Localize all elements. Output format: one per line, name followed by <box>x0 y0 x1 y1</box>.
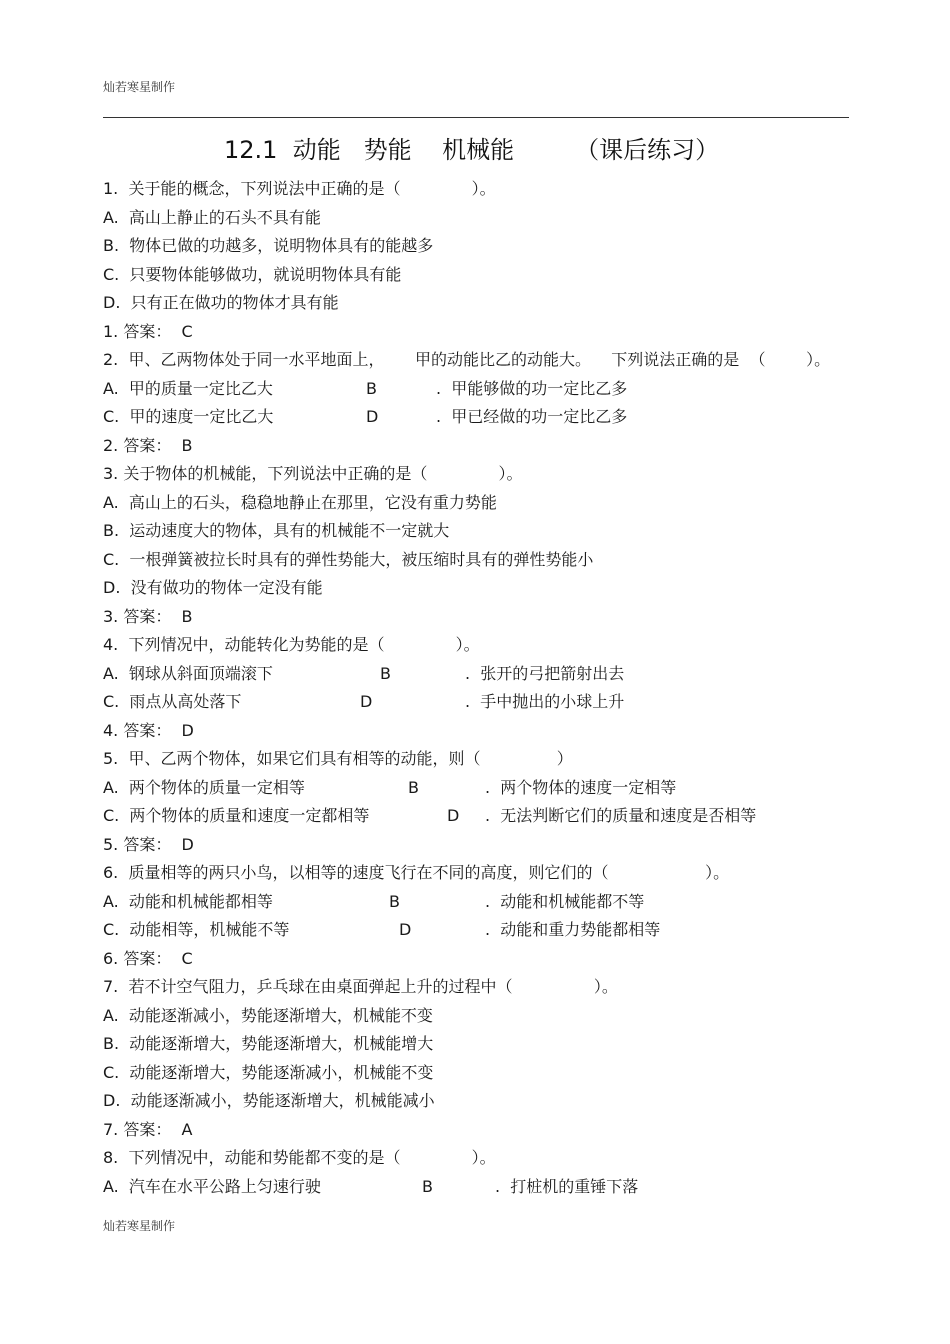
question-3-answer: 3. 答案： B <box>103 606 193 626</box>
question-5-answer: 5. 答案： D <box>103 834 194 854</box>
question-4-option-d-letter: D <box>360 692 373 711</box>
question-8-option-b-letter: B <box>422 1176 433 1196</box>
question-3-stem: 3. 关于物体的机械能，下列说法中正确的是（ ）。 <box>103 464 523 483</box>
question-4-option-d-text: . 手中抛出的小球上升 <box>465 692 625 711</box>
question-1-option-d: D. 只有正在做功的物体才具有能 <box>103 293 339 312</box>
question-6-option-c: C. 动能相等，机械能不等 <box>103 920 290 939</box>
question-2-option-c: C. 甲的速度一定比乙大 <box>103 407 274 426</box>
question-7-option-a: A. 动能逐渐减小，势能逐渐增大，机械能不变 <box>103 1005 433 1025</box>
question-7-answer: 7. 答案： A <box>103 1119 193 1139</box>
question-2-option-d-letter: D <box>366 407 379 426</box>
question-6-option-d-letter: D <box>399 920 412 939</box>
question-6-options-ab <box>103 888 863 917</box>
question-2-option-d-text: . 甲已经做的功一定比乙多 <box>436 407 628 426</box>
question-7-stem: 7. 若不计空气阻力，乒乓球在由桌面弹起上升的过程中（ ）。 <box>103 977 618 996</box>
question-6-option-a: A. 动能和机械能都相等 <box>103 891 273 911</box>
question-6-option-b-letter: B <box>389 891 400 911</box>
question-2-options-ab <box>103 375 863 404</box>
question-7-option-c: C. 动能逐渐增大，势能逐渐减小，机械能不变 <box>103 1062 434 1082</box>
question-4-options-cd <box>103 688 863 717</box>
question-1-stem: 1. 关于能的概念，下列说法中正确的是（ ）。 <box>103 179 496 198</box>
question-5-option-a: A. 两个物体的质量一定相等 <box>103 777 305 797</box>
question-4-option-b-text: . 张开的弓把箭射出去 <box>465 663 625 683</box>
question-2-option-b-text: . 甲能够做的功一定比乙多 <box>436 378 628 398</box>
page-title: 12.1 动能 势能 机械能 （课后练习） <box>224 136 720 164</box>
question-3-option-b: B. 运动速度大的物体，具有的机械能不一定就大 <box>103 521 450 540</box>
question-5-options-cd <box>103 802 863 831</box>
question-6-options-cd <box>103 916 863 945</box>
question-5-stem: 5. 甲、乙两个物体，如果它们具有相等的动能，则（ ） <box>103 749 573 768</box>
question-1-option-a: A. 高山上静止的石头不具有能 <box>103 207 321 227</box>
question-2-option-b-letter: B <box>366 378 377 398</box>
question-4-stem: 4. 下列情况中，动能转化为势能的是（ ）。 <box>103 635 480 654</box>
header-rule <box>103 117 849 118</box>
question-8-options-ab <box>103 1173 863 1202</box>
question-5-option-d-letter: D <box>447 806 460 825</box>
question-3-option-a: A. 高山上的石头，稳稳地静止在那里，它没有重力势能 <box>103 492 497 512</box>
question-2-options-cd <box>103 403 863 432</box>
question-7-option-d: D. 动能逐渐减小，势能逐渐增大，机械能减小 <box>103 1091 435 1110</box>
question-1-option-b: B. 物体已做的功越多，说明物体具有的能越多 <box>103 236 434 255</box>
question-4-option-c: C. 雨点从高处落下 <box>103 692 242 711</box>
question-4-options-ab <box>103 660 863 689</box>
question-6-answer: 6. 答案： C <box>103 948 193 968</box>
question-7-option-b: B. 动能逐渐增大，势能逐渐增大，机械能增大 <box>103 1034 434 1053</box>
question-3-option-d: D. 没有做功的物体一定没有能 <box>103 578 323 597</box>
question-8-stem: 8. 下列情况中，动能和势能都不变的是（ ）。 <box>103 1148 496 1167</box>
question-6-option-d-text: . 动能和重力势能都相等 <box>485 920 661 939</box>
question-2-stem: 2. 甲、乙两物体处于同一水平地面上， 甲的动能比乙的动能大。 下列说法正确的是 （ ）。 <box>103 350 831 369</box>
question-3-option-c: C. 一根弹簧被拉长时具有的弹性势能大，被压缩时具有的弹性势能小 <box>103 549 594 569</box>
question-8-option-a: A. 汽车在水平公路上匀速行驶 <box>103 1176 321 1196</box>
question-5-option-c: C. 两个物体的质量和速度一定都相等 <box>103 806 370 825</box>
question-2-answer: 2. 答案： B <box>103 435 193 455</box>
question-6-option-b-text: . 动能和机械能都不等 <box>485 891 645 911</box>
question-1-answer: 1. 答案： C <box>103 321 193 341</box>
question-5-options-ab <box>103 774 863 803</box>
exercise-list <box>103 175 863 1201</box>
question-5-option-b-text: . 两个物体的速度一定相等 <box>485 777 677 797</box>
question-5-option-b-letter: B <box>408 777 419 797</box>
question-2-option-a: A. 甲的质量一定比乙大 <box>103 378 273 398</box>
question-6-stem: 6. 质量相等的两只小鸟，以相等的速度飞行在不同的高度，则它们的（ ）。 <box>103 863 730 882</box>
question-8-option-b-text: . 打桩机的重锤下落 <box>495 1176 639 1196</box>
question-4-option-b-letter: B <box>380 663 391 683</box>
page-footer: 灿若寒星制作 <box>103 1219 176 1233</box>
question-1-option-c: C. 只要物体能够做功，就说明物体具有能 <box>103 264 402 284</box>
page-header: 灿若寒星制作 <box>103 80 176 94</box>
question-5-option-d-text: . 无法判断它们的质量和速度是否相等 <box>485 806 757 825</box>
question-4-answer: 4. 答案： D <box>103 720 194 740</box>
question-4-option-a: A. 钢球从斜面顶端滚下 <box>103 663 273 683</box>
